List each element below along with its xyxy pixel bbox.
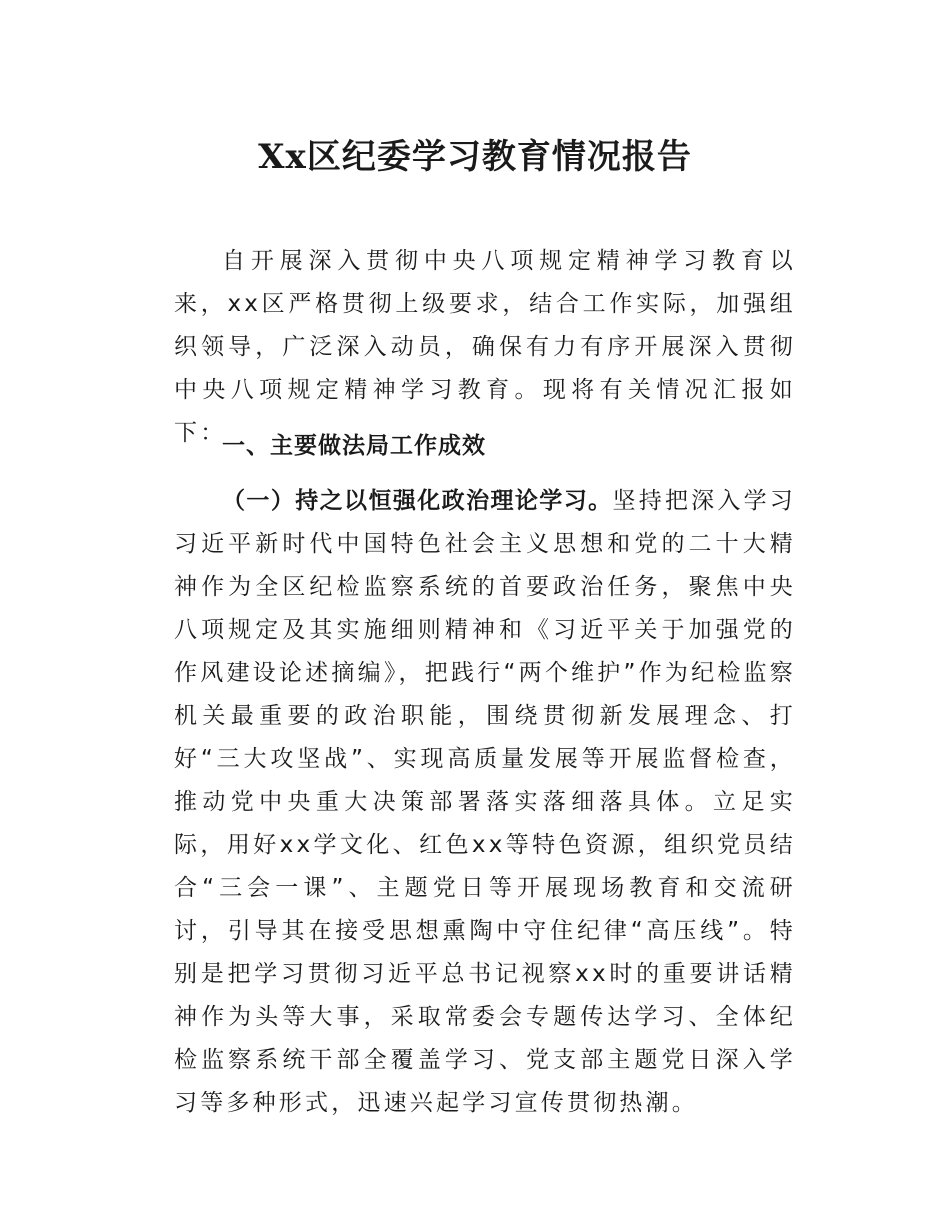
section-1-lead: （一）持之以恒强化政治理论学习。 (222, 488, 613, 514)
intro-paragraph: 自开展深入贯彻中央八项规定精神学习教育以来，xx区严格贯彻上级要求，结合工作实际，加强组织领导，广泛深入动员，确保有力有序开展深入贯彻中央八项规定精神学习教育。现将有关情况汇报如下： (174, 248, 796, 446)
section-1-body: 坚持把深入学习习近平新时代中国特色社会主义思想和党的二十大精神作为全区纪检监察系统的首要政治任务，聚焦中央八项规定及其实施细则精神和《习近平关于加强党的作风建设论述摘编》，把践行“两个维护”作为纪检监察机关最重要的政治职能，围绕贯彻新发展理念、打好“三大攻坚战”、实现高质量发展等开展监督检查，推动党中央重大决策部署落实落细落具体。立足实际，用好xx学文化、红色xx等特色资源，组织党员结合“三会一课”、主题党日等开展现场教育和交流研讨，引导其在接受思想熏陶中守住纪律“高压线”。特别是把学习贯彻习近平总书记视察xx时的重要讲话精神作为头等大事，采取常委会专题传达学习、全体纪检监察系统干部全覆盖学习、党支部主题党日深入学习等多种形式，迅速兴起学习宣传贯彻热潮。 (174, 488, 796, 1116)
document-title: Xx区纪委学习教育情况报告 (258, 136, 692, 177)
section-1-paragraph (174, 480, 796, 1125)
section-heading-1: 一、主要做法局工作成效 (222, 433, 486, 459)
